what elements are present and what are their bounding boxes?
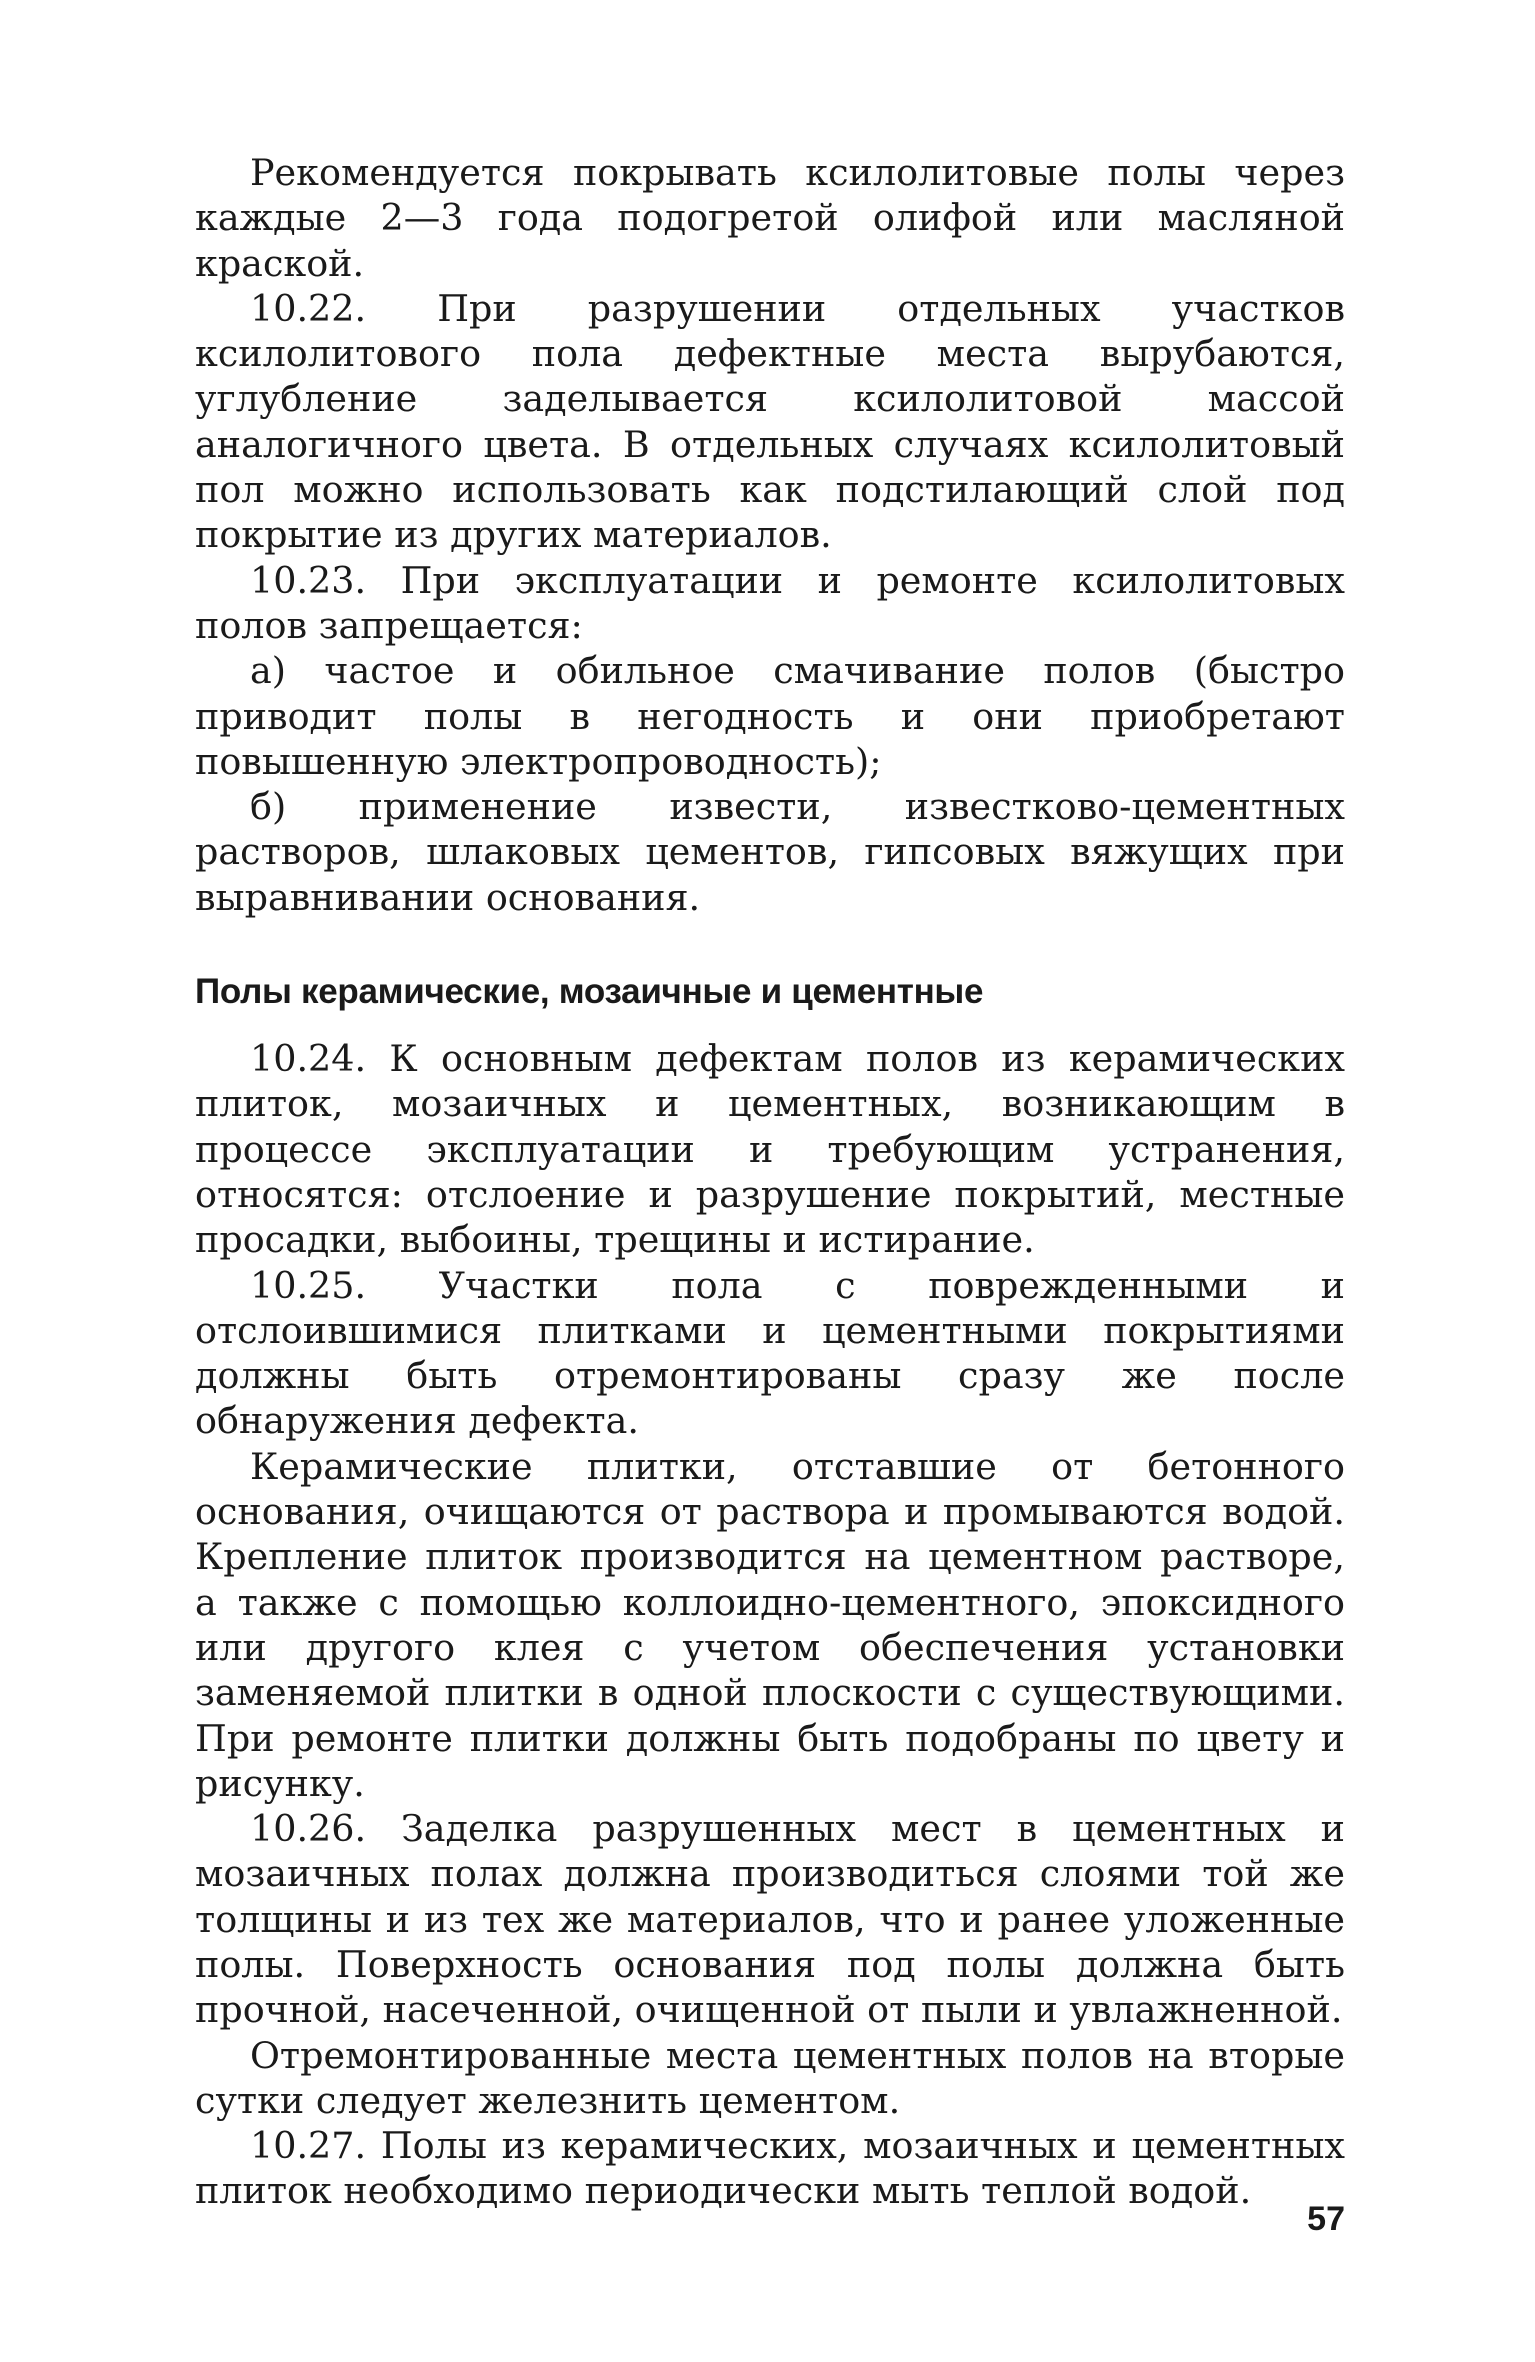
paragraph-varnish-recommendation: Рекомендуется покрывать ксилолитовые полы через каждые 2—3 года подогретой олифой или масляной краской.	[195, 151, 1345, 285]
list-item-a: а) частое и обильное смачивание полов (быстро приводит полы в негодность и они приобретают повышенную электропроводность);	[195, 649, 1345, 783]
paragraph-10-27: 10.27. Полы из керамических, мозаичных и цементных плиток необходимо периодически мыть теплой водой.	[195, 2124, 1345, 2213]
paragraph-10-23: 10.23. При эксплуатации и ремонте ксилолитовых полов запрещается:	[195, 558, 1345, 647]
list-item-b: б) применение извести, известково-цементных растворов, шлаковых цементов, гипсовых вяжущих при выравнивании основания.	[195, 785, 1345, 919]
paragraph-cement-floors: Отремонтированные места цементных полов на вторые сутки следует железнить цементом.	[195, 2033, 1345, 2122]
paragraph-10-26: 10.26. Заделка разрушенных мест в цементных и мозаичных полах должна производиться слоями той же толщины и из тех же материалов, что и ранее уложенные полы. Поверхность основания под полы должна быть прочной, насеченной, очищенной от пыли и увлажненной.	[195, 1807, 1345, 2032]
paragraph-10-22: 10.22. При разрушении отдельных участков ксилолитового пола дефектные места вырубаются, углубление заделывается ксилолитовой массой аналогичного цвета. В отдельных случаях ксилолитовый пол можно использовать как подстилающий слой под покрытие из других материалов.	[195, 286, 1345, 557]
page-body	[195, 150, 1345, 2214]
paragraph-10-24: 10.24. К основным дефектам полов из керамических плиток, мозаичных и цементных, возникающим в процессе эксплуатации и требующим устранения, относятся: отслоение и разрушение покрытий, местные просадки, выбоины, трещины и истирание.	[195, 1037, 1345, 1262]
paragraph-ceramic-tiles: Керамические плитки, отставшие от бетонного основания, очищаются от раствора и промываются водой. Крепление плиток производится на цементном растворе, а также с помощью коллоидно-цементного, эпоксидного или другого клея с учетом обеспечения установки заменяемой плитки в одной плоскости с существующими. При ремонте плитки должны быть подобраны по цвету и рисунку.	[195, 1444, 1345, 1805]
paragraph-10-25: 10.25. Участки пола с поврежденными и отслоившимися плитками и цементными покрытиями должны быть отремонтированы сразу же после обнаружения дефекта.	[195, 1263, 1345, 1443]
page-number: 57	[1307, 2200, 1345, 2238]
section-heading: Полы керамические, мозаичные и цементные	[195, 972, 984, 1012]
